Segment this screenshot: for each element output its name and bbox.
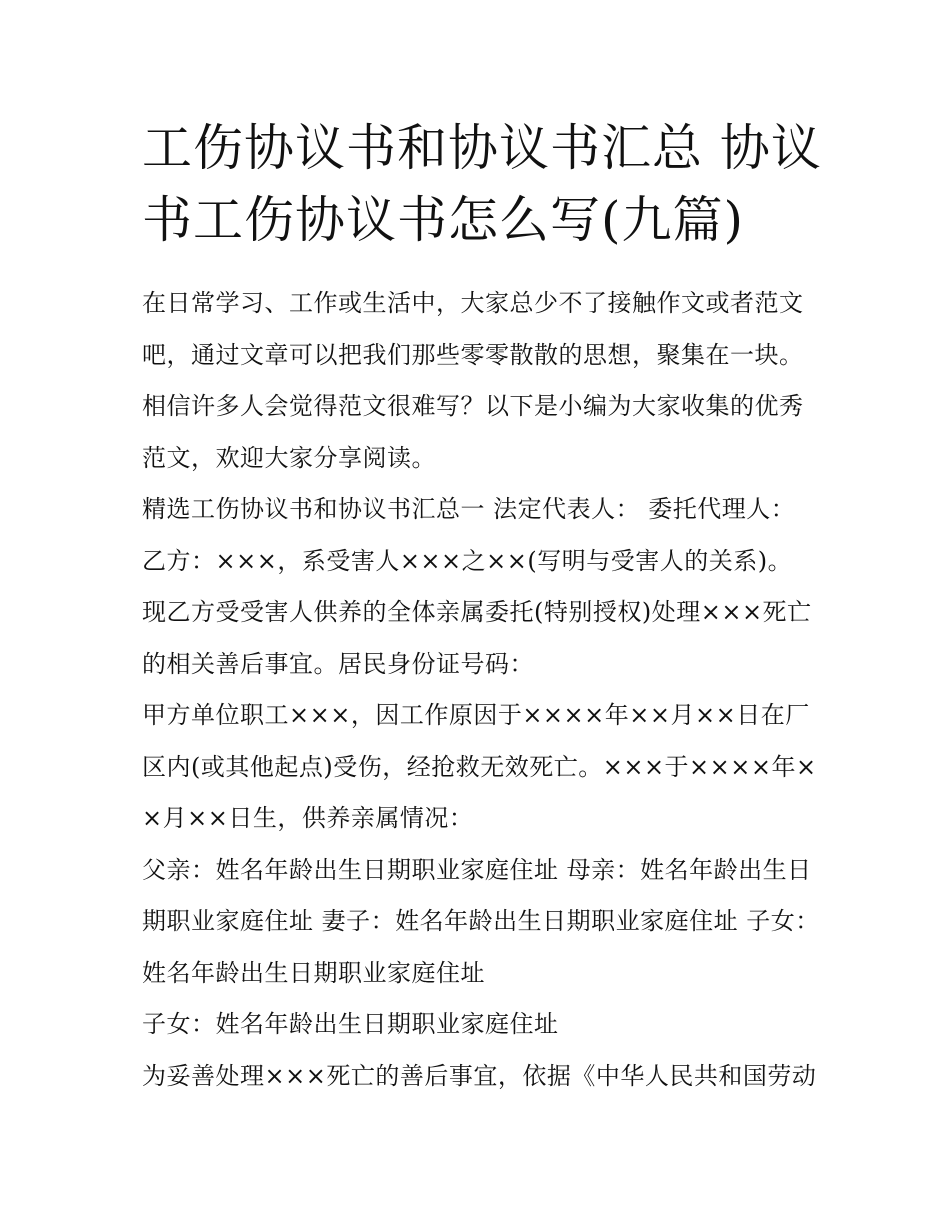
document-title: 工伤协议书和协议书汇总 协议书工伤协议书怎么写(九篇) (142, 119, 822, 249)
paragraph-representatives: 精选工伤协议书和协议书汇总一 法定代表人： 委托代理人： (142, 495, 796, 523)
paragraph-authorization: 现乙方受受害人供养的全体亲属委托(特别授权)处理×××死亡的相关善后事宜。居民身份证号码： (142, 598, 812, 678)
document-body (142, 278, 822, 1102)
paragraph-party-b: 乙方：×××，系受害人×××之××(写明与受害人的关系)。 (142, 546, 793, 575)
paragraph-intro: 在日常学习、工作或生活中，大家总少不了接触作文或者范文吧，通过文章可以把我们那些零零散散的思想，聚集在一块。相信许多人会觉得范文很难写？以下是小编为大家收集的优秀范文，欢迎大家分享阅读。 (142, 289, 804, 472)
paragraph-children: 子女：姓名年龄出生日期职业家庭住址 (142, 1010, 559, 1038)
paragraph-incident: 甲方单位职工×××，因工作原因于××××年××月××日在厂区内(或其他起点)受伤，经抢救无效死亡。×××于××××年××月××日生，供养亲属情况： (142, 701, 817, 832)
paragraph-relatives: 父亲：姓名年龄出生日期职业家庭住址 母亲：姓名年龄出生日期职业家庭住址 妻子：姓名年龄出生日期职业家庭住址 子女：姓名年龄出生日期职业家庭住址 (142, 855, 820, 987)
paragraph-basis: 为妥善处理×××死亡的善后事宜，依据《中华人民共和国劳动 (142, 1061, 817, 1090)
